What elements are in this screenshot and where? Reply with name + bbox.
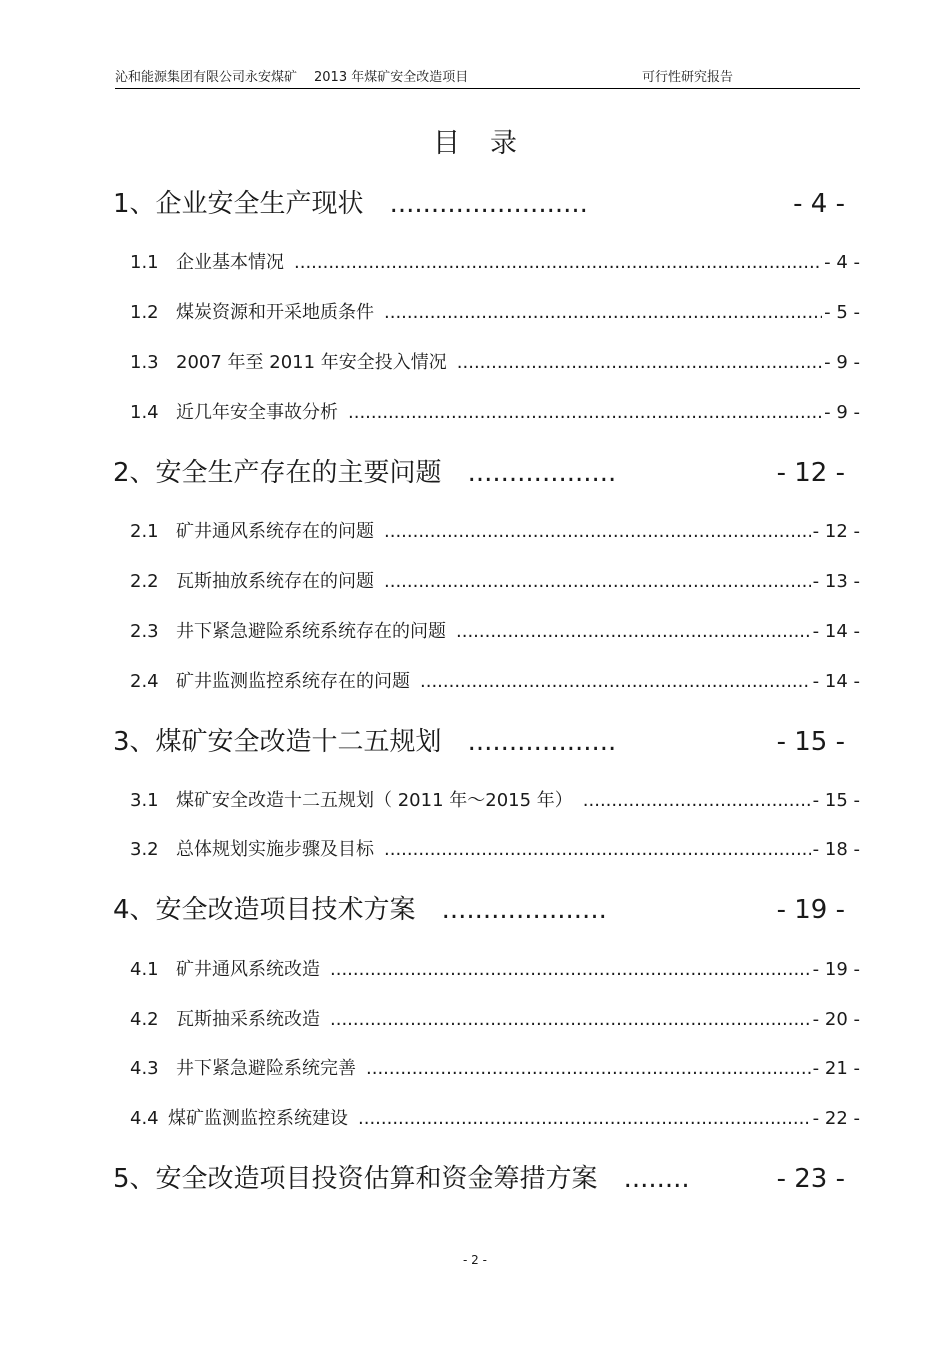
- section-title: 井下紧急避险系统完善: [176, 1058, 356, 1079]
- section-title: 矿井监测监控系统存在的问题: [176, 671, 410, 692]
- section-number: 4.1: [130, 959, 159, 980]
- section-leader: [384, 839, 811, 860]
- section-leader: [366, 1058, 811, 1079]
- section-title: 井下紧急避险系统系统存在的问题: [176, 621, 446, 642]
- section-number: 2.4: [130, 671, 159, 692]
- chapter-number: 5、: [113, 1164, 156, 1194]
- section-page: - 18 -: [812, 839, 860, 860]
- section-page: - 5 -: [824, 302, 860, 323]
- section-page: - 21 -: [812, 1058, 860, 1079]
- chapter-title: 安全改造项目技术方案: [155, 895, 416, 925]
- section-title: 2007 年至 2011 年安全投入情况: [176, 352, 447, 373]
- section-leader: [420, 671, 811, 692]
- section-page: - 9 -: [824, 352, 860, 373]
- section-title: 企业基本情况: [176, 252, 284, 273]
- section-title: 矿井通风系统改造: [176, 959, 320, 980]
- toc-section[interactable]: [130, 567, 860, 593]
- section-leader: [583, 790, 811, 811]
- header-report-type: 可行性研究报告: [642, 70, 734, 85]
- chapter-leader: ..................: [467, 727, 617, 757]
- section-page: - 19 -: [812, 959, 860, 980]
- toc-section[interactable]: [130, 786, 860, 812]
- section-page: - 22 -: [812, 1108, 860, 1129]
- section-page: - 9 -: [824, 402, 860, 423]
- toc-section[interactable]: [130, 348, 860, 374]
- section-leader: [330, 1009, 811, 1030]
- section-title: 煤炭资源和开采地质条件: [176, 302, 374, 323]
- chapter-page: - 4 -: [793, 189, 845, 219]
- chapter-number: 3、: [113, 727, 156, 757]
- chapter-page: - 19 -: [776, 895, 845, 925]
- section-title: 近几年安全事故分析: [176, 402, 338, 423]
- chapter-number: 1、: [113, 189, 156, 219]
- toc-section[interactable]: [130, 1005, 860, 1031]
- section-number: 1.3: [130, 352, 159, 373]
- toc-section[interactable]: [130, 955, 860, 981]
- header-company: 沁和能源集团有限公司永安煤矿: [115, 70, 298, 85]
- section-page: - 12 -: [812, 521, 860, 542]
- section-page: - 15 -: [812, 790, 860, 811]
- section-leader: [384, 521, 811, 542]
- chapter-leader: ..................: [467, 458, 617, 488]
- toc-section[interactable]: [130, 248, 860, 274]
- section-number: 2.1: [130, 521, 159, 542]
- chapter-leader: ........................: [389, 189, 588, 219]
- section-number: 1.2: [130, 302, 159, 323]
- chapter-page: - 23 -: [776, 1164, 845, 1194]
- toc-chapter[interactable]: [113, 452, 845, 488]
- toc-section[interactable]: [130, 1054, 860, 1080]
- section-number: 4.3: [130, 1058, 159, 1079]
- chapter-title: 煤矿安全改造十二五规划: [155, 727, 442, 757]
- section-number: 2.2: [130, 571, 159, 592]
- toc-section[interactable]: [130, 1104, 860, 1130]
- toc-section[interactable]: [130, 835, 860, 861]
- chapter-number: 4、: [113, 895, 156, 925]
- chapter-page: - 12 -: [776, 458, 845, 488]
- chapter-title: 安全生产存在的主要问题: [155, 458, 442, 488]
- header-project: 2013 年煤矿安全改造项目: [314, 70, 469, 85]
- section-title: 瓦斯抽放系统存在的问题: [176, 571, 374, 592]
- chapter-page: - 15 -: [776, 727, 845, 757]
- section-number: 1.1: [130, 252, 159, 273]
- section-title: 瓦斯抽采系统改造: [176, 1009, 320, 1030]
- toc-section[interactable]: [130, 617, 860, 643]
- page-number-footer: - 2 -: [463, 1253, 487, 1267]
- toc-chapter[interactable]: [113, 889, 845, 925]
- toc-chapter[interactable]: [113, 721, 845, 757]
- section-page: - 4 -: [824, 252, 860, 273]
- toc-chapter[interactable]: [113, 183, 845, 219]
- section-leader: [294, 252, 822, 273]
- chapter-title: 企业安全生产现状: [155, 189, 364, 219]
- section-leader: [348, 402, 822, 423]
- section-title: 总体规划实施步骤及目标: [176, 839, 374, 860]
- section-leader: [384, 571, 811, 592]
- toc-section[interactable]: [130, 398, 860, 424]
- section-leader: [456, 621, 811, 642]
- page-header: [115, 66, 860, 89]
- section-leader: [384, 302, 822, 323]
- chapter-leader: ....................: [441, 895, 607, 925]
- section-page: - 20 -: [812, 1009, 860, 1030]
- section-page: - 13 -: [812, 571, 860, 592]
- chapter-title: 安全改造项目投资估算和资金筹措方案: [155, 1164, 598, 1194]
- section-page: - 14 -: [812, 671, 860, 692]
- toc-title: 目录: [433, 128, 547, 159]
- chapter-number: 2、: [113, 458, 156, 488]
- toc-section[interactable]: [130, 517, 860, 543]
- chapter-leader: ........: [623, 1164, 690, 1194]
- toc-chapter[interactable]: [113, 1158, 845, 1194]
- toc-section[interactable]: [130, 667, 860, 693]
- section-number: 3.1: [130, 790, 159, 811]
- section-number: 4.4: [130, 1108, 159, 1129]
- toc-section[interactable]: [130, 298, 860, 324]
- section-leader: [330, 959, 811, 980]
- section-number: 1.4: [130, 402, 159, 423]
- section-number: 4.2: [130, 1009, 159, 1030]
- section-title: 煤矿监测监控系统建设: [168, 1108, 348, 1129]
- section-number: 3.2: [130, 839, 159, 860]
- section-title: 煤矿安全改造十二五规划（ 2011 年～2015 年）: [176, 790, 573, 811]
- section-page: - 14 -: [812, 621, 860, 642]
- section-leader: [457, 352, 822, 373]
- section-number: 2.3: [130, 621, 159, 642]
- section-leader: [358, 1108, 811, 1129]
- section-title: 矿井通风系统存在的问题: [176, 521, 374, 542]
